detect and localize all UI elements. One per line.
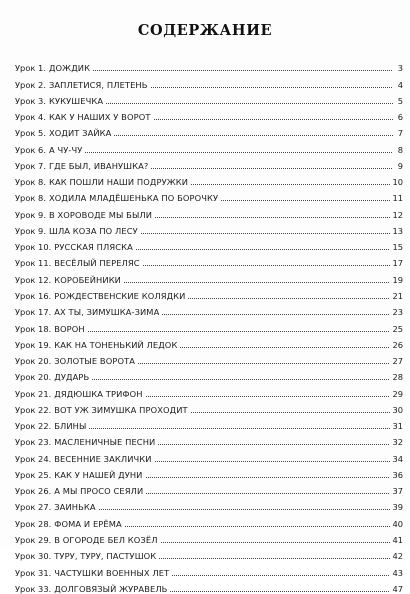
page-number: 25 [392,323,403,334]
dot-leader [158,444,390,445]
dot-leader [143,265,391,266]
dot-leader [138,363,390,364]
page-number: 29 [392,388,403,399]
page-number: 23 [392,307,403,318]
toc-entry [15,155,403,171]
toc-entry [15,317,403,333]
lesson-title: ТУРУ, ТУРУ, ПАСТУШОК [54,551,157,562]
toc-entry [15,512,403,528]
toc-entry [15,496,403,512]
page-number: 31 [392,421,403,432]
dot-leader [88,331,391,332]
page-number: 27 [392,356,403,367]
lesson-number: Урок 33. [15,583,52,594]
lesson-title: РОЖДЕСТВЕНСКИЕ КОЛЯДКИ [54,290,186,301]
lesson-title: ФОМА И ЕРЁМА [54,518,122,529]
toc-entry [15,464,403,480]
lesson-number: Урок 31. [15,567,52,578]
toc-entry [15,545,403,561]
lesson-title: ШЛА КОЗА ПО ЛЕСУ [48,225,138,236]
dot-leader [146,493,390,494]
lesson-number: Урок 30. [15,551,52,562]
lesson-number: Урок 8. [15,177,46,188]
lesson-number: Урок 22. [15,404,52,415]
lesson-title: ВЕСЁЛЫЙ ПЕРЕЛЯС [54,258,140,269]
lesson-title: ДЯДЮШКА ТРИФОН [54,388,143,399]
dot-leader [191,412,391,413]
toc-entry [15,301,403,317]
lesson-number: Урок 11. [15,258,52,269]
lesson-title: ДОЛГОВЯЗЫЙ ЖУРАВЕЛЬ [54,583,168,594]
dot-leader [136,249,391,250]
lesson-title: ВОТ УЖ ЗИМУШКА ПРОХОДИТ [54,404,188,415]
dot-leader [85,152,393,153]
lesson-number: Урок 19. [15,339,52,350]
page-number: 12 [392,209,403,220]
lesson-title: А МЫ ПРОСО СЕЯЛИ [54,486,144,497]
lesson-number: Урок 18. [15,323,52,334]
dot-leader [141,233,391,234]
dot-leader [162,314,390,315]
toc-entry [15,399,403,415]
lesson-number: Урок 29. [15,534,52,545]
lesson-number: Урок 20. [15,372,52,383]
lesson-number: Урок 6. [15,144,46,155]
dot-leader [161,542,391,543]
toc-entry [15,171,403,187]
dot-leader [146,396,391,397]
lesson-title: КАК У НАШЕЙ ДУНИ [54,469,143,480]
toc-entry [15,480,403,496]
page-number: 17 [392,258,403,269]
page-number: 13 [392,225,403,236]
lesson-title: ЗАИНЬКА [54,502,96,513]
lesson-number: Урок 27. [15,502,52,513]
page-number: 39 [392,502,403,513]
toc-entry [15,203,403,219]
page-title: СОДЕРЖАНИЕ [137,22,273,39]
dot-leader [92,379,390,380]
page-number: 28 [392,372,403,383]
toc-entry [15,334,403,350]
toc-entry [15,578,403,594]
toc-entry [15,285,403,301]
lesson-title: КАК НА ТОНЕНЬКИЙ ЛЕДОК [54,339,178,350]
toc-entry [15,268,403,284]
toc-entry [15,350,403,366]
dot-leader [151,168,393,169]
toc-entry [15,73,403,89]
page-number: 3 [397,63,403,74]
page-number: 7 [397,128,403,139]
lesson-number: Урок 2. [15,79,46,90]
toc-entry [15,529,403,545]
lesson-number: Урок 16. [15,290,52,301]
lesson-title: ЗАПЛЕТИСЯ, ПЛЕТЕНЬ [48,79,148,90]
dot-leader [125,526,391,527]
lesson-title: А ЧУ-ЧУ [48,144,83,155]
lesson-title: АХ ТЫ, ЗИМУШКА-ЗИМА [54,307,160,318]
page-number: 47 [392,583,403,594]
dot-leader [93,70,393,71]
dot-leader [191,184,390,185]
page-number: 37 [392,486,403,497]
page-number: 32 [392,437,403,448]
page-number: 40 [392,518,403,529]
lesson-title: ВОРОН [54,323,85,334]
page-number: 19 [392,274,403,285]
lesson-number: Урок 21. [15,388,52,399]
page-number: 21 [392,290,403,301]
toc-entry [15,236,403,252]
lesson-title: ДУДАРЬ [54,372,90,383]
page-number: 41 [392,534,403,545]
table-of-contents [15,57,403,594]
toc-entry [15,57,403,73]
lesson-title: В ОГОРОДЕ БЕЛ КОЗЁЛ [54,534,158,545]
lesson-number: Урок 24. [15,453,52,464]
lesson-number: Урок 3. [15,95,46,106]
dot-leader [114,135,393,136]
toc-entry [15,382,403,398]
dot-leader [154,119,394,120]
lesson-number: Урок 9. [15,209,46,220]
toc-entry [15,106,403,122]
toc-entry [15,431,403,447]
page-number: 15 [392,242,403,253]
lesson-title: КУКУШЕЧКА [48,95,104,106]
lesson-number: Урок 17. [15,307,52,318]
dot-leader [188,298,390,299]
toc-entry [15,415,403,431]
toc-entry [15,187,403,203]
toc-entry [15,447,403,463]
lesson-title: МАСЛЕНИЧНЫЕ ПЕСНИ [54,437,156,448]
lesson-number: Урок 4. [15,112,46,123]
page-number: 5 [397,95,403,106]
page-number: 10 [392,177,403,188]
toc-entry [15,220,403,236]
lesson-title: ВЕСЕННИЕ ЗАКЛИЧКИ [54,453,152,464]
toc-entry [15,90,403,106]
dot-leader [159,558,390,559]
lesson-number: Урок 12. [15,274,52,285]
lesson-number: Урок 23. [15,437,52,448]
lesson-number: Урок 22. [15,421,52,432]
lesson-title: ХОДИТ ЗАЙКА [48,128,112,139]
lesson-number: Урок 25. [15,469,52,480]
dot-leader [106,103,393,104]
lesson-number: Урок 9. [15,225,46,236]
lesson-number: Урок 28. [15,518,52,529]
dot-leader [89,428,390,429]
dot-leader [151,87,393,88]
lesson-title: КАК У НАШИХ У ВОРОТ [48,112,151,123]
toc-entry [15,122,403,138]
lesson-number: Урок 7. [15,160,46,171]
lesson-title: ЧАСТУШКИ ВОЕННЫХ ЛЕТ [54,567,170,578]
dot-leader [180,347,390,348]
lesson-number: Урок 8. [15,193,46,204]
page-number: 26 [392,339,403,350]
dot-leader [155,461,391,462]
dot-leader [146,477,391,478]
dot-leader [170,591,390,592]
toc-entry [15,561,403,577]
toc-entry [15,138,403,154]
lesson-number: Урок 5. [15,128,46,139]
page-number: 30 [392,404,403,415]
lesson-title: ДОЖДИК [48,63,91,74]
dot-leader [99,509,391,510]
page-number: 4 [397,79,403,90]
page-number: 9 [397,160,403,171]
lesson-number: Урок 26. [15,486,52,497]
dot-leader [155,217,390,218]
page-number: 11 [392,193,403,204]
dot-leader [172,575,390,576]
lesson-title: БЛИНЫ [54,421,87,432]
lesson-number: Урок 20. [15,356,52,367]
dot-leader [221,200,390,201]
toc-entry [15,252,403,268]
lesson-title: В ХОРОВОДЕ МЫ БЫЛИ [48,209,153,220]
lesson-title: КОРОБЕЙНИКИ [54,274,121,285]
toc-entry [15,366,403,382]
page-number: 8 [397,144,403,155]
lesson-number: Урок 10. [15,242,52,253]
page-number: 36 [392,469,403,480]
lesson-title: ГДЕ БЫЛ, ИВАНУШКА? [48,160,149,171]
lesson-number: Урок 1. [15,63,46,74]
dot-leader [124,282,390,283]
lesson-title: ЗОЛОТЫЕ ВОРОТА [54,356,136,367]
lesson-title: ХОДИЛА МЛАДЁШЕНЬКА ПО БОРОЧКУ [48,193,219,204]
page-number: 43 [392,567,403,578]
lesson-title: КАК ПОШЛИ НАШИ ПОДРУЖКИ [48,177,189,188]
page-number: 42 [392,551,403,562]
page-number: 34 [392,453,403,464]
page-number: 6 [397,112,403,123]
lesson-title: РУССКАЯ ПЛЯСКА [54,242,133,253]
